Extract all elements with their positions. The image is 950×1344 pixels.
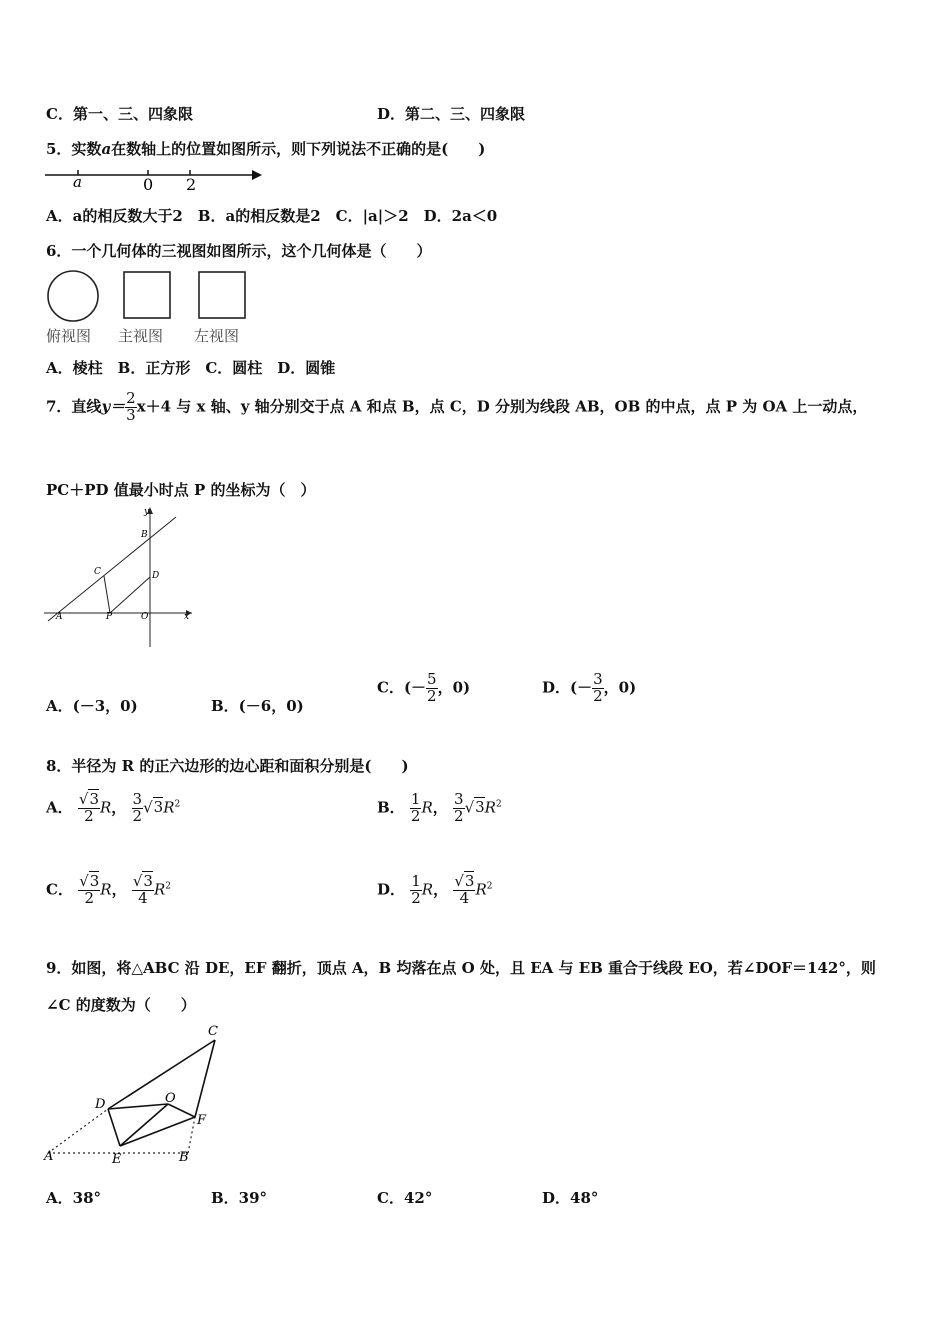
q9-label-e: E bbox=[112, 1152, 122, 1167]
q7-figure bbox=[40, 505, 200, 651]
q9-label-a: A bbox=[44, 1149, 54, 1164]
q7-y-eq: y＝ bbox=[101, 397, 126, 416]
q5-number-line bbox=[40, 160, 270, 196]
q7-prefix: 7．直线 bbox=[46, 397, 102, 416]
q5-var: a bbox=[101, 140, 112, 158]
front-view-square bbox=[124, 272, 170, 318]
q8-option-d: D． $\frac{1}{2}$ R， $\frac{√3}{4}$ $R^2$ bbox=[377, 872, 493, 907]
q8-option-c: C． $\frac{√3}{2}$ R， $\frac{√3}{4}$ $R^2$ bbox=[46, 872, 171, 907]
q5-options: A．a的相反数大于2 B．a的相反数是2 C．|a|＞2 D．2a＜0 bbox=[46, 207, 498, 225]
q9-stem: 9．如图，将△ABC 沿 DE，EF 翻折，顶点 A，B 均落在点 O 处，且 EA 与 EB 重合于线段 EO，若∠DOF＝142°，则 bbox=[46, 959, 876, 977]
q9-label-o: O bbox=[165, 1091, 176, 1106]
q7-label-d: D bbox=[152, 571, 160, 581]
q7-stem-rest: x＋4 与 x 轴、y 轴分别交于点 A 和点 B，点 C，D 分别为线段 AB，OB 的中点，点 P 为 OA 上一动点， bbox=[136, 397, 868, 416]
q5-label-2: 2 bbox=[186, 175, 197, 194]
q6-stem: 6．一个几何体的三视图如图所示，这个几何体是（ ） bbox=[46, 242, 432, 260]
q7-label-p: P bbox=[106, 612, 113, 622]
q7-frac-num: 2 bbox=[126, 389, 136, 407]
q9-label-f: F bbox=[197, 1113, 207, 1128]
q7-label-c: C bbox=[94, 567, 101, 577]
q9-label-b: B bbox=[179, 1150, 189, 1165]
q7-option-d: D．(－ $\frac{3}{2}$ ，0) bbox=[542, 670, 637, 705]
q7-option-a: A．(－3，0) bbox=[46, 697, 138, 715]
q4-option-c: C．第一、三、四象限 bbox=[46, 105, 193, 123]
q9-option-d: D．48° bbox=[542, 1189, 599, 1207]
front-view-label: 主视图 bbox=[118, 327, 164, 345]
q6-options: A．棱柱 B．正方形 C．圆柱 D．圆锥 bbox=[46, 359, 336, 377]
q7-option-c: C．(－ $\frac{5}{2}$ ，0) bbox=[377, 670, 471, 705]
q8-option-b: B． $\frac{1}{2}$ R， $\frac{3}{2}$ $√3R^2$ bbox=[377, 790, 502, 825]
q7-frac-den: 3 bbox=[126, 405, 136, 424]
q8-option-a: A． $\frac{√3}{2}$ R， $\frac{3}{2}$ $√3R^2$ bbox=[46, 790, 181, 825]
q9-label-c: C bbox=[208, 1024, 218, 1039]
q7-fraction bbox=[125, 391, 137, 424]
q5-prefix: 5．实数 bbox=[46, 140, 102, 158]
q8-stem: 8．半径为 R 的正六边形的边心距和面积分别是( ) bbox=[46, 757, 409, 775]
q4-option-d: D．第二、三、四象限 bbox=[377, 105, 526, 123]
q5-stem bbox=[46, 138, 485, 159]
q5-label-a: a bbox=[73, 173, 82, 191]
q9-label-d: D bbox=[95, 1097, 106, 1112]
q5-label-0: 0 bbox=[143, 175, 154, 194]
top-view-circle bbox=[48, 271, 98, 321]
q9-option-a: A．38° bbox=[46, 1189, 102, 1207]
q7-stem-line2: PC＋PD 值最小时点 P 的坐标为（ ） bbox=[46, 481, 316, 499]
side-view-square bbox=[199, 272, 245, 318]
q7-option-b: B．(－6，0) bbox=[211, 697, 304, 715]
q7-stem bbox=[46, 391, 867, 424]
q6-three-views bbox=[44, 266, 254, 348]
q7-label-o: O bbox=[141, 612, 149, 622]
q9-stem-line2: ∠C 的度数为（ ） bbox=[46, 996, 196, 1014]
q7-label-y: y bbox=[144, 507, 150, 517]
q7-label-b: B bbox=[141, 530, 148, 540]
q7-label-a: A bbox=[56, 612, 63, 622]
q9-figure bbox=[40, 1020, 230, 1170]
q9-option-c: C．42° bbox=[377, 1189, 433, 1207]
q7-label-x: x bbox=[184, 612, 190, 622]
q9-option-b: B．39° bbox=[211, 1189, 268, 1207]
top-view-label: 俯视图 bbox=[46, 327, 92, 345]
q5-suffix: 在数轴上的位置如图所示，则下列说法不正确的是( ) bbox=[111, 140, 486, 158]
side-view-label: 左视图 bbox=[194, 327, 240, 345]
